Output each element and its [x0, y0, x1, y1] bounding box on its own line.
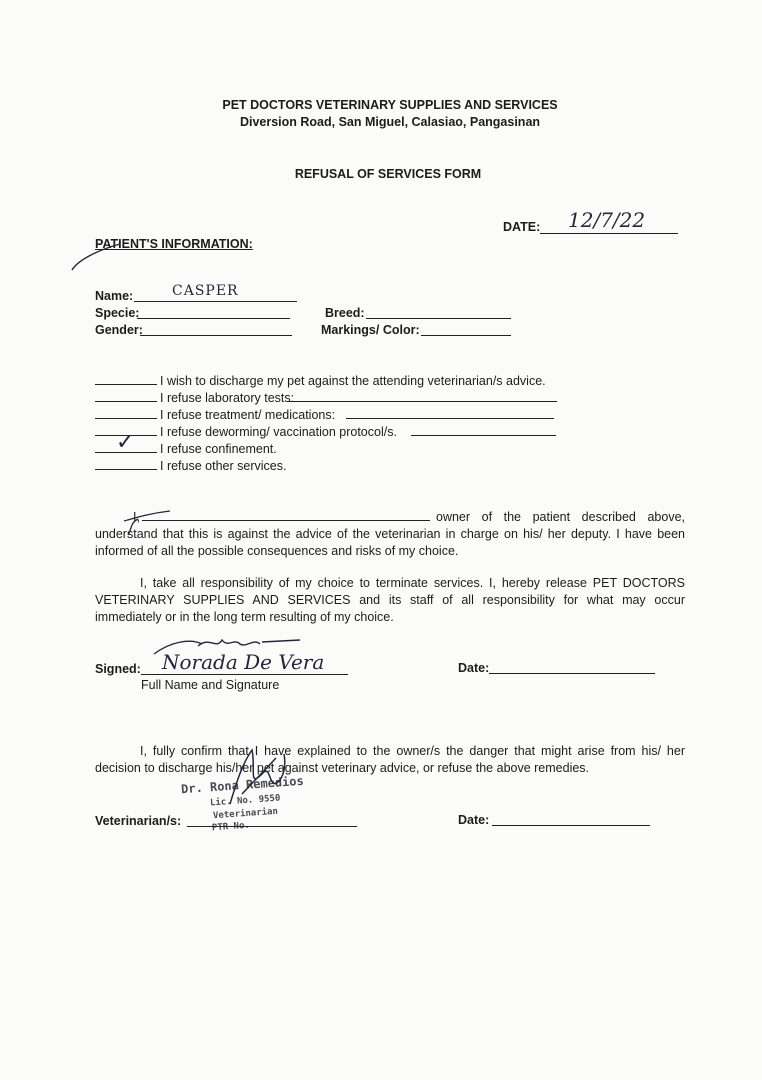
vet-stamp-name: Dr. Rona Remedios	[180, 773, 305, 797]
company-name: PET DOCTORS VETERINARY SUPPLIES AND SERVICES	[222, 98, 558, 112]
option-blank[interactable]	[95, 373, 157, 385]
breed-line[interactable]	[366, 318, 511, 319]
option-text: I wish to discharge my pet against the attending veterinarian/s advice.	[160, 374, 546, 388]
date-value[interactable]: 12/7/22	[568, 208, 646, 232]
p1-start: I,	[133, 510, 140, 524]
pen-stroke-decoration	[68, 238, 128, 274]
owner-name-line[interactable]	[142, 508, 430, 521]
vet-stamp-license: Lic. No. 9550	[209, 793, 281, 809]
option-blank[interactable]	[95, 407, 157, 419]
checkmark-icon: ✓	[116, 430, 135, 455]
specie-line[interactable]	[137, 318, 290, 319]
vet-stamp-title: Veterinarian	[212, 806, 279, 822]
markings-line[interactable]	[421, 335, 511, 336]
company-address: Diversion Road, San Miguel, Calasiao, Pangasinan	[239, 115, 541, 129]
option-text: I refuse treatment/ medications:	[160, 408, 336, 422]
vet-stamp-ptr: PTR No.	[211, 820, 251, 834]
name-label: Name:	[95, 289, 134, 303]
option-lab-tests[interactable]	[95, 390, 294, 405]
date-label: DATE:	[503, 220, 541, 234]
vet-date-label: Date:	[458, 813, 490, 827]
responsibility-paragraph: I, take all responsibility of my choice to terminate services. I, hereby release PET DOCTORS VETERINARY SUPPLIES AND SERVICES and its staff of all responsibility for what may occur immediately or in the long term resulting of my choice.	[95, 576, 685, 624]
vet-signature-scribble	[222, 744, 292, 808]
signature-line	[141, 674, 348, 675]
specie-label: Specie:	[95, 306, 140, 320]
vet-date-line[interactable]	[492, 825, 650, 826]
pen-stroke-decoration	[118, 503, 178, 537]
lab-tests-detail-line[interactable]	[287, 401, 557, 402]
gender-label: Gender:	[95, 323, 143, 337]
gender-line[interactable]	[140, 335, 292, 336]
option-text: I refuse laboratory tests:	[160, 391, 295, 405]
p1-rest: owner of the patient described above, understand that this is against the advice of the veterinarian in charge on his/ her deputy. I have been informed of all the possible consequences and risks of my choice.	[95, 510, 685, 558]
option-text: I refuse deworming/ vaccination protocol/s.	[160, 425, 397, 439]
option-blank[interactable]	[95, 390, 157, 402]
veterinarian-line[interactable]	[187, 826, 357, 827]
option-discharge[interactable]	[95, 373, 546, 388]
markings-label: Markings/ Color:	[321, 323, 420, 337]
signature-scribble	[150, 632, 310, 660]
signature-caption: Full Name and Signature	[141, 678, 280, 692]
date-line	[540, 233, 678, 234]
option-blank[interactable]	[95, 458, 157, 470]
owner-date-label: Date:	[458, 661, 490, 675]
signed-label: Signed:	[95, 662, 141, 676]
option-deworming[interactable]	[95, 424, 397, 439]
option-text: I refuse other services.	[160, 459, 287, 473]
option-other-services[interactable]	[95, 458, 286, 473]
form-title: REFUSAL OF SERVICES FORM	[294, 167, 482, 181]
option-text: I refuse confinement.	[160, 442, 277, 456]
breed-label: Breed:	[325, 306, 365, 320]
treatment-detail-line[interactable]	[346, 418, 554, 419]
name-line	[134, 301, 297, 302]
vet-confirmation-paragraph: I, fully confirm that I have explained to the owner/s the danger that might arise from his/ her decision to discharge his/her pet against veterinary advice, or refuse the above remedies.	[95, 744, 685, 775]
deworming-detail-line[interactable]	[411, 435, 556, 436]
name-value[interactable]: CASPER	[172, 283, 239, 299]
signed-name[interactable]: Norada De Vera	[162, 650, 325, 674]
option-treatment[interactable]	[95, 407, 335, 422]
patient-info-heading: PATIENT'S INFORMATION:	[95, 237, 253, 251]
owner-acknowledgement	[95, 508, 685, 560]
owner-date-line[interactable]	[489, 673, 655, 674]
veterinarian-label: Veterinarian/s:	[95, 814, 182, 828]
